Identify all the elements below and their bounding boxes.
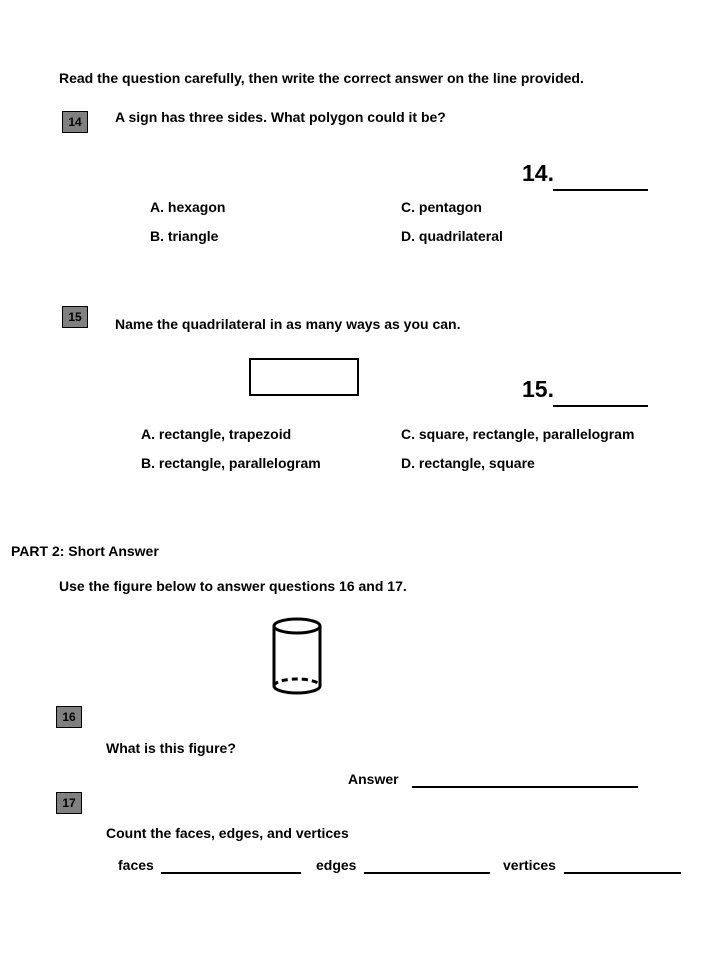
vertices-line[interactable] <box>564 872 681 874</box>
answer-16-label: Answer <box>348 771 399 787</box>
rectangle-figure <box>249 358 359 396</box>
question-17-badge: 17 <box>56 792 82 814</box>
faces-line[interactable] <box>161 872 301 874</box>
question-14-choice-b: B. triangle <box>150 228 219 244</box>
question-14-choice-d: D. quadrilateral <box>401 228 503 244</box>
faces-label: faces <box>118 857 154 873</box>
cylinder-figure <box>266 612 328 698</box>
question-15-choice-b: B. rectangle, parallelogram <box>141 455 321 471</box>
part-2-title: PART 2: Short Answer <box>11 543 159 559</box>
question-15-badge: 15 <box>62 306 88 328</box>
edges-line[interactable] <box>364 872 490 874</box>
question-15-choice-c: C. square, rectangle, parallelogram <box>401 426 635 442</box>
answer-16-line[interactable] <box>412 786 638 788</box>
question-15-text: Name the quadrilateral in as many ways as you can. <box>115 316 461 332</box>
instructions-text: Read the question carefully, then write the correct answer on the line provided. <box>59 70 584 86</box>
answer-15-label: 15. <box>522 376 554 402</box>
answer-14-label: 14. <box>522 160 554 186</box>
question-16-text: What is this figure? <box>106 740 236 756</box>
answer-15-line[interactable] <box>553 405 648 407</box>
question-14-text: A sign has three sides. What polygon could it be? <box>115 109 446 125</box>
question-14-choice-a: A. hexagon <box>150 199 226 215</box>
question-16-badge: 16 <box>56 706 82 728</box>
part-2-instruction: Use the figure below to answer questions 16 and 17. <box>59 578 407 594</box>
vertices-label: vertices <box>503 857 556 873</box>
question-14-choice-c: C. pentagon <box>401 199 482 215</box>
question-15-choice-d: D. rectangle, square <box>401 455 535 471</box>
edges-label: edges <box>316 857 357 873</box>
question-14-badge: 14 <box>62 111 88 133</box>
answer-14-line[interactable] <box>553 189 648 191</box>
question-17-text: Count the faces, edges, and vertices <box>106 825 349 841</box>
question-15-choice-a: A. rectangle, trapezoid <box>141 426 292 442</box>
